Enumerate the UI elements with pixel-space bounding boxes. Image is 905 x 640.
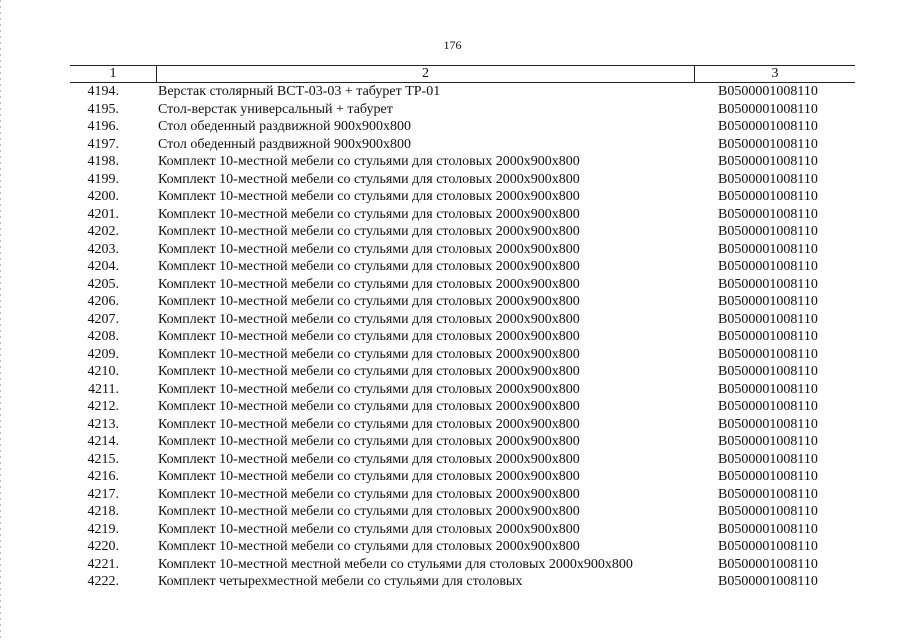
row-code: B0500001008110 [718, 416, 818, 432]
row-number: 4203. [87, 241, 119, 257]
table-row [70, 206, 855, 224]
row-code: B0500001008110 [718, 539, 818, 554]
row-number: 4199. [87, 171, 119, 187]
table-row [70, 223, 855, 241]
row-code: B0500001008110 [718, 224, 818, 239]
row-name: Комплект 10-местной мебели со стульями для столовых 2000х900х800 [158, 469, 580, 484]
row-number: 4219. [87, 521, 119, 537]
table-row [70, 486, 855, 504]
row-name: Верстак столярный ВСТ-03-03 + табурет ТР-01 [158, 84, 441, 99]
row-number: 4222. [87, 574, 119, 589]
row-name: Комплект 10-местной мебели со стульями для столовых 2000х900х800 [158, 171, 580, 187]
row-code: B0500001008110 [718, 119, 818, 134]
table-row [70, 101, 855, 119]
row-name: Комплект 10-местной мебели со стульями для столовых 2000х900х800 [158, 381, 580, 397]
row-number: 4201. [87, 206, 119, 222]
row-number: 4208. [87, 329, 119, 344]
row-name: Комплект 10-местной мебели со стульями для столовых 2000х900х800 [158, 399, 580, 414]
row-name: Комплект 10-местной мебели со стульями для столовых 2000х900х800 [158, 311, 580, 327]
row-name: Комплект 10-местной мебели со стульями для столовых 2000х900х800 [158, 294, 580, 309]
row-code: B0500001008110 [718, 451, 818, 467]
table-row [70, 451, 855, 469]
row-code: B0500001008110 [718, 259, 818, 274]
table-row [70, 573, 855, 591]
row-code: B0500001008110 [718, 556, 818, 572]
row-code: B0500001008110 [718, 311, 818, 327]
row-number: 4205. [87, 276, 119, 292]
row-number: 4195. [87, 101, 119, 117]
row-name: Комплект 10-местной мебели со стульями для столовых 2000х900х800 [158, 329, 580, 344]
row-name: Комплект 10-местной мебели со стульями для столовых 2000х900х800 [158, 504, 580, 519]
table-row [70, 241, 855, 259]
table-row [70, 258, 855, 276]
table-row [70, 363, 855, 381]
table-row [70, 398, 855, 416]
row-number: 4194. [87, 84, 119, 99]
row-number: 4204. [87, 259, 119, 274]
row-code: B0500001008110 [718, 154, 818, 169]
row-code: B0500001008110 [718, 434, 818, 449]
row-code: B0500001008110 [718, 486, 818, 502]
row-name: Комплект 10-местной мебели со стульями для столовых 2000х900х800 [158, 224, 580, 239]
row-code: B0500001008110 [718, 276, 818, 292]
row-name: Комплект 10-местной мебели со стульями для столовых 2000х900х800 [158, 241, 580, 257]
table-row [70, 328, 855, 346]
row-code: B0500001008110 [718, 469, 818, 484]
page-number: 176 [443, 38, 462, 52]
row-name: Стол-верстак универсальный + табурет [158, 101, 393, 117]
row-code: B0500001008110 [718, 136, 818, 152]
row-name: Комплект 10-местной мебели со стульями для столовых 2000х900х800 [158, 364, 580, 379]
row-code: B0500001008110 [718, 329, 818, 344]
row-name: Комплект 10-местной мебели со стульями для столовых 2000х900х800 [158, 521, 580, 537]
row-number: 4221. [87, 556, 119, 572]
row-code: B0500001008110 [718, 241, 818, 257]
row-number: 4198. [87, 154, 119, 169]
document-table [70, 65, 855, 591]
header-col-1: 1 [109, 66, 117, 81]
row-number: 4214. [87, 434, 119, 449]
row-number: 4217. [87, 486, 119, 502]
row-number: 4210. [87, 364, 119, 379]
table-row [70, 83, 855, 101]
row-number: 4202. [87, 224, 119, 239]
row-number: 4200. [87, 189, 119, 204]
table-row [70, 556, 855, 574]
row-number: 4211. [88, 381, 119, 397]
row-name: Стол обеденный раздвижной 900х900х800 [158, 119, 411, 134]
table-row [70, 188, 855, 206]
row-name: Комплект 10-местной мебели со стульями для столовых 2000х900х800 [158, 346, 580, 362]
scan-margin-line [0, 0, 1, 640]
table-row [70, 153, 855, 171]
row-number: 4213. [87, 416, 119, 432]
row-number: 4197. [87, 136, 119, 152]
row-name: Комплект 10-местной мебели со стульями для столовых 2000х900х800 [158, 154, 580, 169]
row-number: 4220. [87, 539, 119, 554]
row-code: B0500001008110 [718, 504, 818, 519]
row-code: B0500001008110 [718, 364, 818, 379]
row-code: B0500001008110 [718, 101, 818, 117]
table-row [70, 276, 855, 294]
row-name: Стол обеденный раздвижной 900х900х800 [158, 136, 411, 152]
row-name: Комплект 10-местной мебели со стульями для столовых 2000х900х800 [158, 206, 580, 222]
row-name: Комплект 10-местной мебели со стульями для столовых 2000х900х800 [158, 451, 580, 467]
table-row [70, 538, 855, 556]
row-number: 4207. [87, 311, 119, 327]
row-code: B0500001008110 [718, 381, 818, 397]
row-name: Комплект 10-местной мебели со стульями для столовых 2000х900х800 [158, 259, 580, 274]
table-row [70, 433, 855, 451]
header-col-2: 2 [156, 66, 694, 82]
row-code: B0500001008110 [718, 206, 818, 222]
row-code: B0500001008110 [718, 294, 818, 309]
row-name: Комплект 10-местной мебели со стульями для столовых 2000х900х800 [158, 416, 580, 432]
row-number: 4212. [87, 399, 119, 414]
row-code: B0500001008110 [718, 399, 818, 414]
row-number: 4216. [87, 469, 119, 484]
row-number: 4215. [87, 451, 119, 467]
row-name: Комплект 10-местной мебели со стульями для столовых 2000х900х800 [158, 434, 580, 449]
row-number: 4209. [87, 346, 119, 362]
table-row [70, 346, 855, 364]
row-name: Комплект 10-местной местной мебели со стульями для столовых 2000х900х800 [158, 556, 633, 572]
row-name: Комплект четырехместной мебели со стульями для столовых [158, 574, 523, 589]
table-row [70, 171, 855, 189]
table-row [70, 521, 855, 539]
table-header [70, 65, 855, 83]
table-row [70, 416, 855, 434]
row-name: Комплект 10-местной мебели со стульями для столовых 2000х900х800 [158, 276, 580, 292]
row-number: 4196. [87, 119, 119, 134]
table-row [70, 293, 855, 311]
row-code: B0500001008110 [718, 574, 818, 589]
row-code: B0500001008110 [718, 84, 818, 99]
table-row [70, 381, 855, 399]
row-code: B0500001008110 [718, 521, 818, 537]
table-row [70, 311, 855, 329]
table-row [70, 136, 855, 154]
row-code: B0500001008110 [718, 346, 818, 362]
row-number: 4218. [87, 504, 119, 519]
row-code: B0500001008110 [718, 189, 818, 204]
row-number: 4206. [87, 294, 119, 309]
table-row [70, 118, 855, 136]
row-name: Комплект 10-местной мебели со стульями для столовых 2000х900х800 [158, 539, 580, 554]
table-row [70, 503, 855, 521]
table-body [70, 83, 855, 591]
row-name: Комплект 10-местной мебели со стульями для столовых 2000х900х800 [158, 189, 580, 204]
row-code: B0500001008110 [718, 171, 818, 187]
row-name: Комплект 10-местной мебели со стульями для столовых 2000х900х800 [158, 486, 580, 502]
table-row [70, 468, 855, 486]
header-col-3: 3 [694, 66, 855, 82]
